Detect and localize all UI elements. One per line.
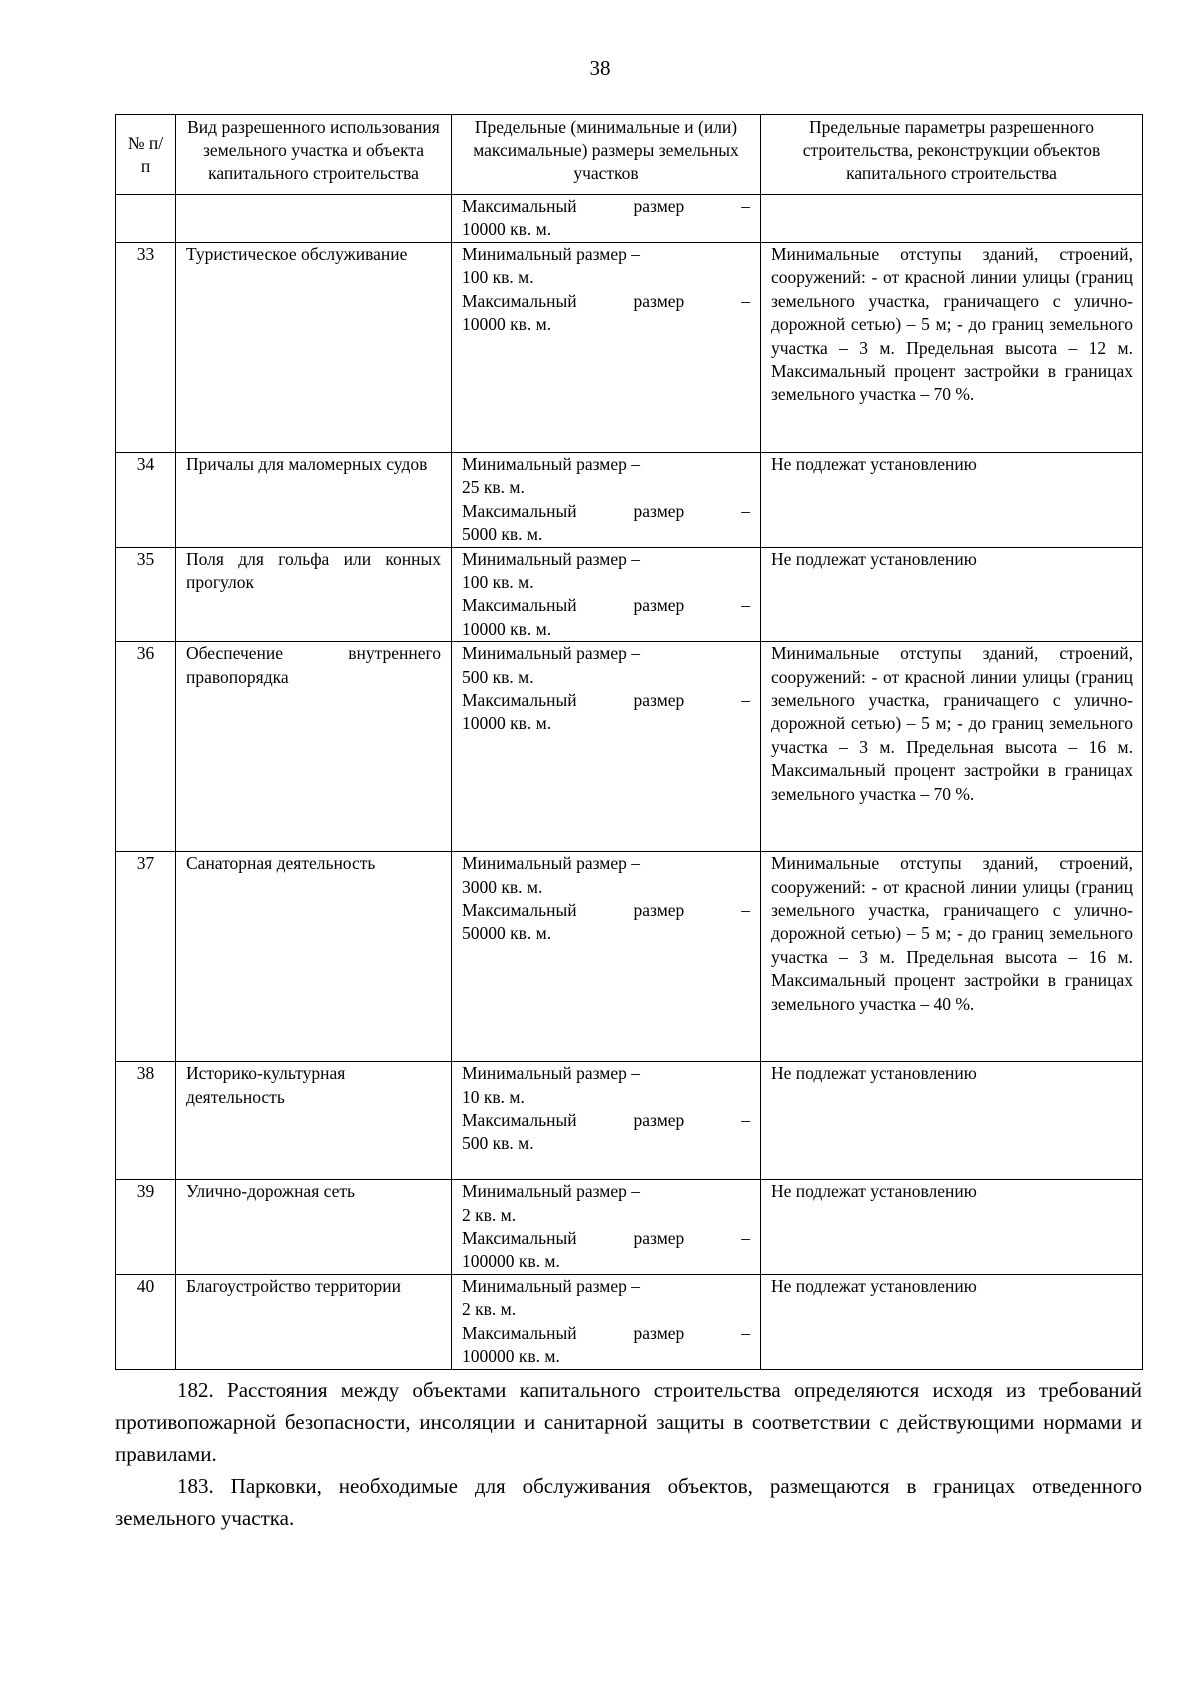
cell-use-type: Поля для гольфа или конных прогулок bbox=[176, 547, 452, 642]
paragraph-183: 183. Парковки, необходимые для обслуживания объектов, размещаются в границах отведенного земельного участка. bbox=[115, 1474, 1142, 1530]
size-line: 5000 кв. м. bbox=[462, 524, 543, 545]
size-line: Максимальный размер – bbox=[462, 690, 750, 711]
table-row bbox=[116, 243, 1143, 453]
size-line: 100 кв. м. bbox=[462, 572, 534, 593]
size-line: 500 кв. м. bbox=[462, 666, 534, 687]
size-line: Минимальный размер – bbox=[462, 1063, 641, 1084]
size-line: 100000 кв. м. bbox=[462, 1251, 560, 1272]
header-plot-size: Предельные (минимальные и (или) максимальные) размеры земельных участков bbox=[452, 115, 761, 195]
cell-plot-size bbox=[452, 243, 761, 453]
size-line: Минимальный размер – bbox=[462, 454, 641, 474]
table-row bbox=[116, 1274, 1143, 1369]
size-line: 10 кв. м. bbox=[462, 1086, 525, 1107]
size-line: Максимальный размер – bbox=[462, 290, 750, 311]
paragraph-182: 182. Расстояния между объектами капитального строительства определяются исходя из требований противопожарной безопасности, инсоляции и санитарной защиты в соответствии с действующими нормами и правилами. bbox=[115, 1378, 1142, 1466]
body-paragraphs bbox=[115, 1374, 1142, 1534]
table-row bbox=[116, 1180, 1143, 1275]
size-line: Максимальный размер – bbox=[462, 196, 750, 216]
size-line: 3000 кв. м. bbox=[462, 876, 543, 897]
cell-params: Не подлежат установлению bbox=[761, 1274, 1143, 1369]
page-number: 38 bbox=[589, 56, 611, 80]
table-row bbox=[116, 453, 1143, 548]
cell-number: 38 bbox=[116, 1062, 176, 1180]
cell-number: 39 bbox=[116, 1180, 176, 1275]
size-line: 10000 кв. м. bbox=[462, 314, 552, 335]
cell-use-type: Обеспечение внутреннего правопорядка bbox=[176, 642, 452, 852]
cell-params: Минимальные отступы зданий, строений, сооружений: - от красной линии улицы (границ земельного участка, граничащего с улично-дорожной сетью) – 5 м; - до границ земельного участка – 3 м. Предельная высота – 16 м. Максимальный процент застройки в границах земельного участка – 70 %. bbox=[761, 642, 1143, 852]
cell-plot-size bbox=[452, 195, 761, 243]
size-line: 10000 кв. м. bbox=[462, 618, 552, 639]
header-construction-params: Предельные параметры разрешенного строительства, реконструкции объектов капитального строительства bbox=[761, 115, 1143, 195]
cell-params: Минимальные отступы зданий, строений, сооружений: - от красной линии улицы (границ земельного участка, граничащего с улично-дорожной сетью) – 5 м; - до границ земельного участка – 3 м. Предельная высота – 16 м. Максимальный процент застройки в границах земельного участка – 40 %. bbox=[761, 852, 1143, 1062]
cell-number: 33 bbox=[116, 243, 176, 453]
size-line: Минимальный размер – bbox=[462, 1275, 641, 1296]
table-row bbox=[116, 547, 1143, 642]
size-line: 2 кв. м. bbox=[462, 1204, 517, 1225]
cell-number: 40 bbox=[116, 1274, 176, 1369]
cell-use-type bbox=[176, 195, 452, 243]
cell-plot-size bbox=[452, 453, 761, 548]
permitted-use-table bbox=[115, 114, 1143, 1370]
size-line: Минимальный размер – bbox=[462, 853, 641, 874]
cell-number bbox=[116, 195, 176, 243]
cell-use-type: Благоустройство территории bbox=[176, 1274, 452, 1369]
table-row bbox=[116, 1062, 1143, 1180]
cell-params: Не подлежат установлению bbox=[761, 453, 1143, 548]
cell-use-type: Туристическое обслуживание bbox=[176, 243, 452, 453]
cell-use-type: Улично-дорожная сеть bbox=[176, 1180, 452, 1275]
size-line: 100 кв. м. bbox=[462, 267, 534, 288]
header-use-type: Вид разрешенного использования земельного участка и объекта капитального строительства bbox=[176, 115, 452, 195]
size-line: 10000 кв. м. bbox=[462, 713, 552, 734]
cell-plot-size bbox=[452, 852, 761, 1062]
cell-plot-size bbox=[452, 1062, 761, 1180]
size-line: Максимальный размер – bbox=[462, 900, 750, 921]
cell-use-type: Санаторная деятельность bbox=[176, 852, 452, 1062]
size-line: 50000 кв. м. bbox=[462, 923, 552, 944]
cell-use-type: Причалы для маломерных судов bbox=[176, 453, 452, 548]
cell-number: 36 bbox=[116, 642, 176, 852]
size-line: Минимальный размер – bbox=[462, 548, 641, 569]
table-header-row bbox=[116, 115, 1143, 195]
cell-plot-size bbox=[452, 1274, 761, 1369]
size-line: Максимальный размер – bbox=[462, 595, 750, 616]
cell-plot-size bbox=[452, 547, 761, 642]
size-line: 25 кв. м. bbox=[462, 477, 525, 498]
size-line: 100000 кв. м. bbox=[462, 1346, 560, 1367]
cell-plot-size bbox=[452, 1180, 761, 1275]
cell-params: Не подлежат установлению bbox=[761, 1180, 1143, 1275]
cell-number: 35 bbox=[116, 547, 176, 642]
size-line: Максимальный размер – bbox=[462, 1228, 750, 1249]
header-number: № п/п bbox=[116, 115, 176, 195]
size-line: Минимальный размер – bbox=[462, 1181, 641, 1202]
table-row-continuation bbox=[116, 195, 1143, 243]
size-line: Минимальный размер – bbox=[462, 244, 641, 264]
cell-number: 34 bbox=[116, 453, 176, 548]
size-line: 2 кв. м. bbox=[462, 1299, 517, 1320]
table-row bbox=[116, 852, 1143, 1062]
cell-use-type: Историко-культурная деятельность bbox=[176, 1062, 452, 1180]
size-line: 10000 кв. м. bbox=[462, 219, 552, 240]
table-row bbox=[116, 642, 1143, 852]
size-line: Максимальный размер – bbox=[462, 1322, 750, 1343]
cell-number: 37 bbox=[116, 852, 176, 1062]
cell-params: Не подлежат установлению bbox=[761, 1062, 1143, 1180]
cell-params: Не подлежат установлению bbox=[761, 547, 1143, 642]
cell-plot-size bbox=[452, 642, 761, 852]
size-line: Минимальный размер – bbox=[462, 643, 641, 664]
cell-params: Минимальные отступы зданий, строений, сооружений: - от красной линии улицы (границ земельного участка, граничащего с улично-дорожной сетью) – 5 м; - до границ земельного участка – 3 м. Предельная высота – 12 м. Максимальный процент застройки в границах земельного участка – 70 %. bbox=[761, 243, 1143, 453]
cell-params bbox=[761, 195, 1143, 243]
size-line: 500 кв. м. bbox=[462, 1133, 534, 1154]
size-line: Максимальный размер – bbox=[462, 1110, 750, 1131]
size-line: Максимальный размер – bbox=[462, 500, 750, 521]
